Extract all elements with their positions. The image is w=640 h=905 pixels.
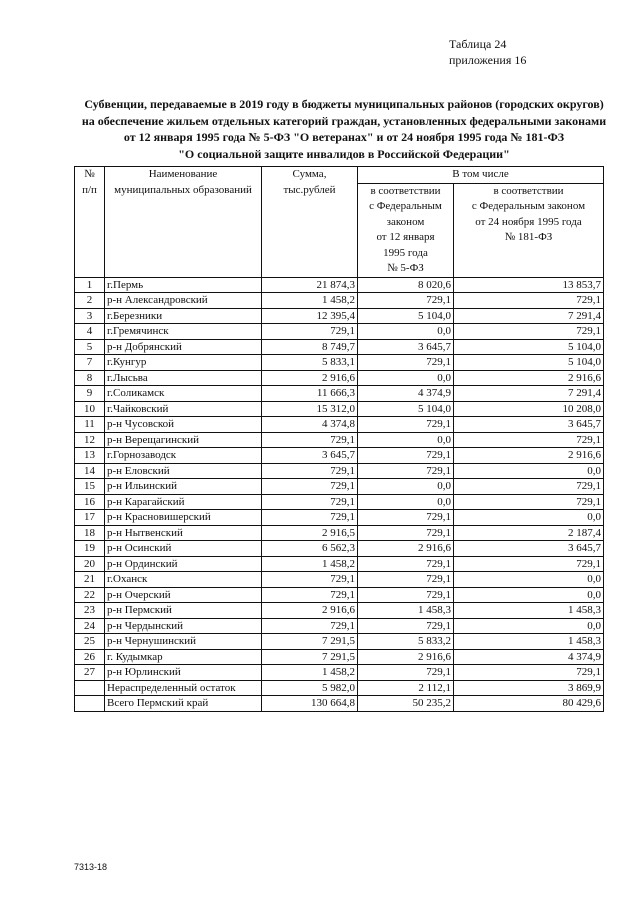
law-5fz-amount-cell: 5 833,2 [358, 634, 454, 650]
row-number-cell: 12 [75, 432, 105, 448]
municipality-name-cell: г.Оханск [105, 572, 262, 588]
municipality-name-cell: г.Лысьва [105, 370, 262, 386]
municipality-name-cell: р-н Чусовской [105, 417, 262, 433]
total-sum-cell: 130 664,8 [262, 696, 358, 712]
title-line-4: "О социальной защите инвалидов в Российской Федерации" [178, 146, 510, 161]
law-5fz-amount-cell: 729,1 [358, 587, 454, 603]
row-number-cell: 1 [75, 277, 105, 293]
row-number-cell: 10 [75, 401, 105, 417]
subsidies-table-container [74, 166, 604, 712]
total-sum-cell: 4 374,8 [262, 417, 358, 433]
total-sum-cell: 1 458,2 [262, 556, 358, 572]
municipality-name-cell: р-н Очерский [105, 587, 262, 603]
row-number-cell: 24 [75, 618, 105, 634]
total-sum-cell: 729,1 [262, 572, 358, 588]
total-sum-cell: 2 916,5 [262, 525, 358, 541]
table-number: Таблица 24 [449, 37, 507, 51]
law-5fz-amount-cell: 729,1 [358, 448, 454, 464]
law-181fz-amount-cell: 0,0 [454, 510, 604, 526]
municipality-name-cell: р-н Еловский [105, 463, 262, 479]
row-number-cell: 22 [75, 587, 105, 603]
law-5fz-amount-cell: 50 235,2 [358, 696, 454, 712]
row-number-cell: 17 [75, 510, 105, 526]
municipality-name-cell: р-н Осинский [105, 541, 262, 557]
law-181fz-amount-cell: 2 916,6 [454, 448, 604, 464]
row-number-cell: 25 [75, 634, 105, 650]
law-181fz-amount-cell: 7 291,4 [454, 386, 604, 402]
law-181fz-amount-cell: 729,1 [454, 432, 604, 448]
table-row [75, 417, 604, 433]
total-sum-cell: 1 458,2 [262, 293, 358, 309]
row-number-cell: 27 [75, 665, 105, 681]
column-header-number: № п/п [75, 167, 105, 278]
municipality-name-cell: р-н Чернушинский [105, 634, 262, 650]
table-row [75, 680, 604, 696]
table-row [75, 572, 604, 588]
law-5fz-amount-cell: 2 916,6 [358, 649, 454, 665]
table-row [75, 494, 604, 510]
row-number-cell: 9 [75, 386, 105, 402]
document-code: 7313-18 [74, 862, 108, 872]
row-number-cell: 3 [75, 308, 105, 324]
law-181fz-amount-cell: 80 429,6 [454, 696, 604, 712]
table-row [75, 370, 604, 386]
row-number-cell: 5 [75, 339, 105, 355]
municipality-name-cell: г.Кунгур [105, 355, 262, 371]
table-row [75, 277, 604, 293]
law-181fz-amount-cell: 729,1 [454, 494, 604, 510]
law-181fz-amount-cell: 3 869,9 [454, 680, 604, 696]
law-5fz-amount-cell: 729,1 [358, 525, 454, 541]
table-row [75, 556, 604, 572]
table-row [75, 634, 604, 650]
total-sum-cell: 6 562,3 [262, 541, 358, 557]
row-number-cell: 8 [75, 370, 105, 386]
total-sum-cell: 729,1 [262, 587, 358, 603]
table-reference [449, 36, 599, 68]
law-181fz-amount-cell: 1 458,3 [454, 603, 604, 619]
row-number-cell: 18 [75, 525, 105, 541]
total-sum-cell: 5 982,0 [262, 680, 358, 696]
table-row [75, 665, 604, 681]
law-5fz-amount-cell: 8 020,6 [358, 277, 454, 293]
municipality-name-cell: р-н Чердынский [105, 618, 262, 634]
law-181fz-amount-cell: 729,1 [454, 324, 604, 340]
total-sum-cell: 729,1 [262, 494, 358, 510]
column-header-sum: Сумма, тыс.рублей [262, 167, 358, 278]
row-number-cell [75, 680, 105, 696]
law-181fz-amount-cell: 729,1 [454, 293, 604, 309]
total-sum-cell: 8 749,7 [262, 339, 358, 355]
total-sum-cell: 21 874,3 [262, 277, 358, 293]
total-sum-cell: 15 312,0 [262, 401, 358, 417]
row-number-cell: 19 [75, 541, 105, 557]
law-5fz-amount-cell: 729,1 [358, 463, 454, 479]
table-row [75, 510, 604, 526]
law-181fz-amount-cell: 5 104,0 [454, 355, 604, 371]
law-5fz-amount-cell: 2 112,1 [358, 680, 454, 696]
total-sum-cell: 7 291,5 [262, 634, 358, 650]
row-number-cell: 11 [75, 417, 105, 433]
table-row [75, 308, 604, 324]
row-number-cell: 26 [75, 649, 105, 665]
municipality-name-cell: р-н Юрлинский [105, 665, 262, 681]
law-5fz-amount-cell: 4 374,9 [358, 386, 454, 402]
municipality-name-cell: р-н Ильинский [105, 479, 262, 495]
total-sum-cell: 12 395,4 [262, 308, 358, 324]
law-5fz-amount-cell: 0,0 [358, 370, 454, 386]
title-line-2: на обеспечение жильем отдельных категорий граждан, установленных федеральными законами [81, 113, 607, 128]
total-sum-cell: 7 291,5 [262, 649, 358, 665]
table-row [75, 324, 604, 340]
law-181fz-amount-cell: 0,0 [454, 618, 604, 634]
table-row [75, 401, 604, 417]
table-row [75, 525, 604, 541]
total-sum-cell: 729,1 [262, 463, 358, 479]
law-5fz-amount-cell: 3 645,7 [358, 339, 454, 355]
law-181fz-amount-cell: 0,0 [454, 463, 604, 479]
row-number-cell: 15 [75, 479, 105, 495]
law-181fz-amount-cell: 4 374,9 [454, 649, 604, 665]
row-number-cell: 4 [75, 324, 105, 340]
municipality-name-cell: р-н Александровский [105, 293, 262, 309]
table-row [75, 448, 604, 464]
municipality-name-cell: р-н Карагайский [105, 494, 262, 510]
law-5fz-amount-cell: 2 916,6 [358, 541, 454, 557]
total-sum-cell: 1 458,2 [262, 665, 358, 681]
total-sum-cell: 3 645,7 [262, 448, 358, 464]
law-181fz-amount-cell: 0,0 [454, 572, 604, 588]
municipality-name-cell: г.Пермь [105, 277, 262, 293]
law-5fz-amount-cell: 729,1 [358, 510, 454, 526]
law-181fz-amount-cell: 2 187,4 [454, 525, 604, 541]
table-row [75, 463, 604, 479]
law-5fz-amount-cell: 729,1 [358, 355, 454, 371]
total-sum-cell: 729,1 [262, 432, 358, 448]
title-line-3: от 12 января 1995 года № 5-ФЗ "О ветеранах" и от 24 ноября 1995 года № 181-ФЗ [123, 130, 565, 144]
column-header-including: В том числе [358, 167, 604, 184]
law-181fz-amount-cell: 729,1 [454, 665, 604, 681]
law-5fz-amount-cell: 0,0 [358, 324, 454, 340]
municipality-name-cell: р-н Добрянский [105, 339, 262, 355]
row-number-cell: 7 [75, 355, 105, 371]
row-number-cell: 13 [75, 448, 105, 464]
total-sum-cell: 729,1 [262, 618, 358, 634]
law-181fz-amount-cell: 2 916,6 [454, 370, 604, 386]
table-row [75, 618, 604, 634]
municipality-name-cell: г.Горнозаводск [105, 448, 262, 464]
table-row [75, 696, 604, 712]
law-5fz-amount-cell: 729,1 [358, 556, 454, 572]
municipality-name-cell: р-н Пермский [105, 603, 262, 619]
law-181fz-amount-cell: 729,1 [454, 556, 604, 572]
row-number-cell: 21 [75, 572, 105, 588]
table-row [75, 386, 604, 402]
municipality-name-cell: р-н Верещагинский [105, 432, 262, 448]
law-181fz-amount-cell: 7 291,4 [454, 308, 604, 324]
table-body [75, 277, 604, 711]
table-row [75, 587, 604, 603]
table-row [75, 479, 604, 495]
table-row [75, 603, 604, 619]
law-5fz-amount-cell: 729,1 [358, 665, 454, 681]
total-sum-cell: 729,1 [262, 510, 358, 526]
law-181fz-amount-cell: 0,0 [454, 587, 604, 603]
row-number-cell: 2 [75, 293, 105, 309]
municipality-name-cell: г.Соликамск [105, 386, 262, 402]
row-number-cell [75, 696, 105, 712]
municipality-name-cell: г.Березники [105, 308, 262, 324]
table-row [75, 649, 604, 665]
total-sum-cell: 2 916,6 [262, 603, 358, 619]
municipality-name-cell: г.Гремячинск [105, 324, 262, 340]
law-5fz-amount-cell: 0,0 [358, 494, 454, 510]
municipality-name-cell: р-н Ординский [105, 556, 262, 572]
total-sum-cell: 11 666,3 [262, 386, 358, 402]
municipality-name-cell: Всего Пермский край [105, 696, 262, 712]
appendix-number: приложения 16 [449, 53, 527, 67]
table-row [75, 339, 604, 355]
subsidies-table [74, 166, 604, 712]
row-number-cell: 23 [75, 603, 105, 619]
law-181fz-amount-cell: 1 458,3 [454, 634, 604, 650]
law-5fz-amount-cell: 729,1 [358, 417, 454, 433]
law-181fz-amount-cell: 3 645,7 [454, 417, 604, 433]
title-line-1: Субвенции, передаваемые в 2019 году в бюджеты муниципальных районов (городских округов) [84, 97, 604, 111]
row-number-cell: 16 [75, 494, 105, 510]
law-5fz-amount-cell: 5 104,0 [358, 401, 454, 417]
municipality-name-cell: Нераспределенный остаток [105, 680, 262, 696]
total-sum-cell: 729,1 [262, 324, 358, 340]
total-sum-cell: 2 916,6 [262, 370, 358, 386]
municipality-name-cell: р-н Красновишерский [105, 510, 262, 526]
law-5fz-amount-cell: 0,0 [358, 479, 454, 495]
row-number-cell: 20 [75, 556, 105, 572]
law-5fz-amount-cell: 729,1 [358, 293, 454, 309]
law-5fz-amount-cell: 1 458,3 [358, 603, 454, 619]
law-5fz-amount-cell: 729,1 [358, 618, 454, 634]
row-number-cell: 14 [75, 463, 105, 479]
law-5fz-amount-cell: 5 104,0 [358, 308, 454, 324]
law-5fz-amount-cell: 729,1 [358, 572, 454, 588]
law-181fz-amount-cell: 3 645,7 [454, 541, 604, 557]
municipality-name-cell: р-н Нытвенский [105, 525, 262, 541]
municipality-name-cell: г. Кудымкар [105, 649, 262, 665]
total-sum-cell: 729,1 [262, 479, 358, 495]
law-181fz-amount-cell: 5 104,0 [454, 339, 604, 355]
table-row [75, 355, 604, 371]
table-row [75, 432, 604, 448]
law-5fz-amount-cell: 0,0 [358, 432, 454, 448]
municipality-name-cell: г.Чайковский [105, 401, 262, 417]
column-header-law-181fz: в соответствии с Федеральным законом от 24 ноября 1995 года № 181-ФЗ [454, 183, 604, 277]
law-181fz-amount-cell: 729,1 [454, 479, 604, 495]
total-sum-cell: 5 833,1 [262, 355, 358, 371]
column-header-law-5fz: в соответствии с Федеральным законом от 12 января 1995 года № 5-ФЗ [358, 183, 454, 277]
law-181fz-amount-cell: 13 853,7 [454, 277, 604, 293]
table-row [75, 541, 604, 557]
table-row [75, 293, 604, 309]
column-header-name: Наименование муниципальных образований [105, 167, 262, 278]
law-181fz-amount-cell: 10 208,0 [454, 401, 604, 417]
document-title [74, 96, 614, 162]
